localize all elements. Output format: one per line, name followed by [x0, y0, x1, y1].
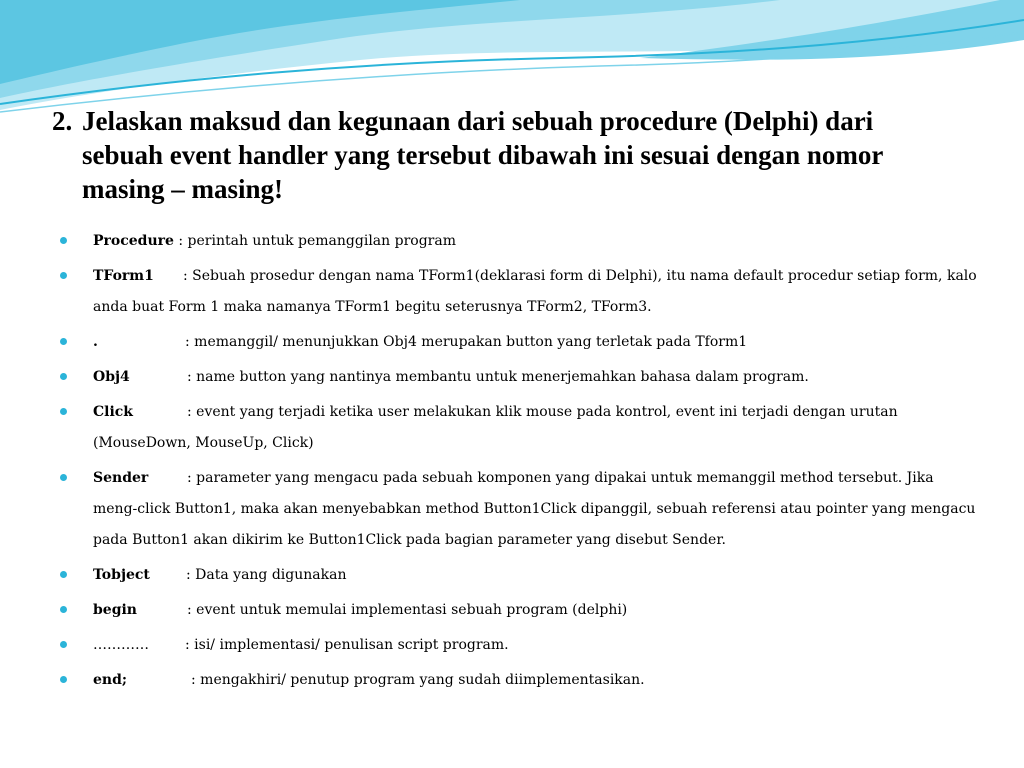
item-term: …………: [93, 637, 149, 653]
list-item: [60, 397, 980, 459]
list-item: [60, 463, 980, 556]
item-term: .: [93, 334, 98, 350]
bullet-list: [60, 226, 980, 700]
item-description: : parameter yang mengacu pada sebuah komponen yang dipakai untuk memanggil method tersebut. Jika meng-click Button1, maka akan menyebabkan method Button1Click dipanggil, sebuah referensi atau pointer yang mengacu pada Button1 akan dikirim ke Button1Click pada bagian parameter yang disebut Sender.: [93, 470, 976, 548]
list-item: [60, 630, 980, 661]
bullet-dot-icon: [60, 373, 67, 380]
bullet-dot-icon: [60, 474, 67, 481]
list-item: [60, 595, 980, 626]
list-item: [60, 226, 980, 257]
item-description: : isi/ implementasi/ penulisan script program.: [185, 637, 509, 653]
item-description: : mengakhiri/ penutup program yang sudah diimplementasikan.: [191, 672, 645, 688]
list-item: [60, 261, 980, 323]
bullet-dot-icon: [60, 338, 67, 345]
bullet-dot-icon: [60, 676, 67, 683]
bullet-dot-icon: [60, 237, 67, 244]
item-description: : event untuk memulai implementasi sebuah program (delphi): [187, 602, 628, 618]
item-description: : Data yang digunakan: [186, 567, 347, 583]
title-number: 2.: [52, 106, 73, 136]
list-item: [60, 362, 980, 393]
item-description: : perintah untuk pemanggilan program: [173, 233, 456, 249]
list-item: [60, 665, 980, 696]
bullet-dot-icon: [60, 641, 67, 648]
item-term: Procedure: [93, 233, 174, 249]
bullet-dot-icon: [60, 408, 67, 415]
item-term: end;: [93, 672, 128, 688]
bullet-dot-icon: [60, 606, 67, 613]
list-item: [60, 327, 980, 358]
slide-title: [52, 104, 952, 206]
item-term: Tobject: [93, 567, 150, 583]
item-term: begin: [93, 602, 137, 618]
item-description: : event yang terjadi ketika user melakukan klik mouse pada kontrol, event ini terjadi dengan urutan (MouseDown, MouseUp, Click): [93, 404, 898, 451]
item-term: Sender: [93, 470, 149, 486]
title-text: Jelaskan maksud dan kegunaan dari sebuah procedure (Delphi) dari sebuah event handler yang tersebut dibawah ini sesuai dengan nomor masing – masing!: [82, 106, 883, 204]
item-term: Obj4: [93, 369, 130, 385]
item-description: : Sebuah prosedur dengan nama TForm1(deklarasi form di Delphi), itu nama default procedur setiap form, kalo anda buat Form 1 maka namanya TForm1 begitu seterusnya TForm2, TForm3.: [93, 268, 977, 315]
bullet-dot-icon: [60, 272, 67, 279]
item-term: Click: [93, 404, 134, 420]
list-item: [60, 560, 980, 591]
bullet-dot-icon: [60, 571, 67, 578]
item-description: : name button yang nantinya membantu untuk menerjemahkan bahasa dalam program.: [187, 369, 809, 385]
item-term: TForm1: [93, 268, 154, 284]
item-description: : memanggil/ menunjukkan Obj4 merupakan button yang terletak pada Tform1: [185, 334, 748, 350]
